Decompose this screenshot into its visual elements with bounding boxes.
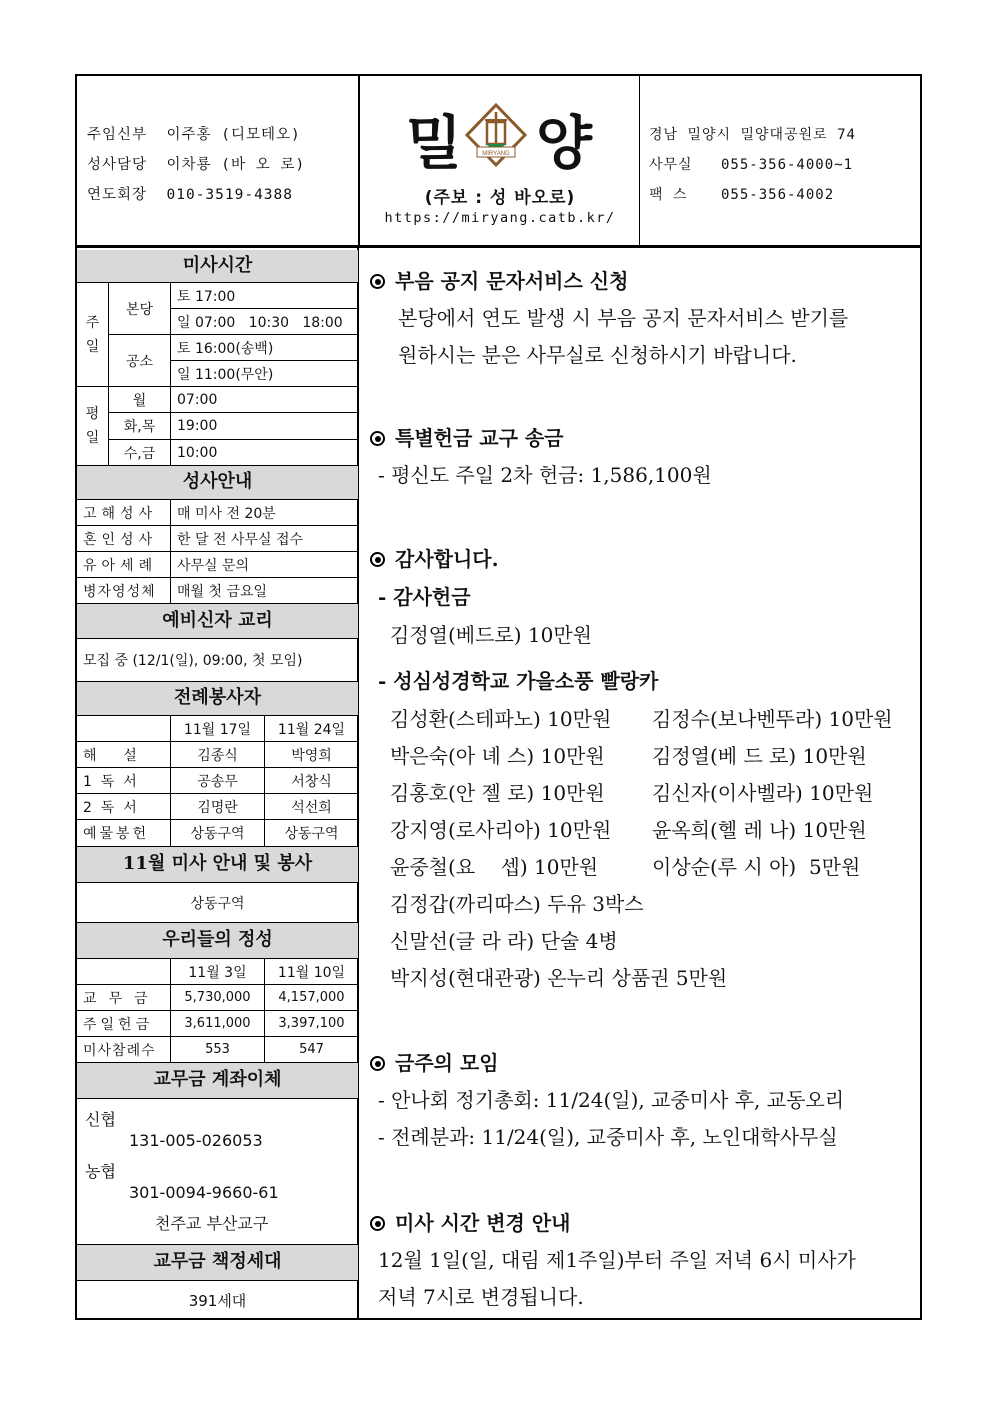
sacrament-value: 사무실 문의 [171, 552, 358, 578]
title-char: 양 [536, 109, 593, 177]
donor-line: 김성환(스테파노) 10만원 [390, 707, 612, 731]
notice-subheading: - 성심성경학교 가을소풍 빨랑카 [378, 669, 659, 693]
bullet-icon [370, 552, 385, 567]
donor-line: 김정열(베 드 로) 10만원 [652, 744, 867, 768]
november-info: 상동구역 [77, 883, 358, 923]
server-name: 김종식 [171, 742, 265, 768]
masthead [360, 76, 640, 247]
sacrament-label: 병자영성체 [77, 578, 171, 604]
offering-amount: 5,730,000 [171, 985, 265, 1011]
donor-line: 신말선(글 라 라) 단술 4병 [390, 929, 618, 953]
header-contact [649, 120, 856, 210]
blank-cell [77, 716, 171, 742]
section-title: 교무금 책정세대 [77, 1245, 358, 1281]
notice-text: 12월 1일(일, 대림 제1주일)부터 주일 저녁 6시 미사가 [378, 1248, 856, 1272]
server-name: 상동구역 [265, 820, 358, 847]
server-name: 서창식 [265, 768, 358, 794]
mass-time: 일 11:00(무안) [171, 361, 358, 387]
donor-line: 김신자(이사벨라) 10만원 [652, 781, 874, 805]
notice-text: - 안나회 정기총회: 11/24(일), 교중미사 후, 교동오리 [378, 1088, 845, 1112]
section-title: 교무금 계좌이체 [77, 1063, 358, 1099]
donor-line: 박지성(현대관광) 온누리 상품권 5만원 [390, 966, 728, 990]
title-char: 밀 [406, 109, 463, 177]
notice-text: 김정열(베드로) 10만원 [390, 623, 592, 647]
bank-name: 신협 [85, 1110, 116, 1129]
sacrament-value: 매월 첫 금요일 [171, 578, 358, 604]
account-box [77, 1099, 358, 1245]
notice-text: - 전례분과: 11/24(일), 교중미사 후, 노인대학사무실 [378, 1125, 838, 1149]
server-name: 김명란 [171, 794, 265, 820]
offering-amount: 3,397,100 [265, 1011, 358, 1037]
blank-cell [77, 959, 171, 985]
header-row: 주임신부 이주홍 (디모테오) [87, 127, 301, 143]
header-row: 성사담당 이차룡 (바 오 로) [87, 157, 306, 173]
weekday-time: 10:00 [171, 440, 358, 466]
donor-line: 김정수(보나벤뚜라) 10만원 [652, 707, 893, 731]
date-header: 11월 24일 [265, 716, 358, 742]
parish-url[interactable]: https://miryang.catb.kr/ [384, 210, 616, 226]
server-name: 상동구역 [171, 820, 265, 847]
notice-heading: 감사합니다. [370, 543, 499, 572]
sacrament-value: 매 미사 전 20분 [171, 500, 358, 526]
date-header: 11월 17일 [171, 716, 265, 742]
server-name: 공송무 [171, 768, 265, 794]
masthead-title [360, 96, 640, 177]
notice-heading: 부음 공지 문자서비스 신청 [370, 265, 628, 294]
donor-line: 윤옥희(헬 레 나) 10만원 [652, 818, 867, 842]
mass-time: 토 16:00(송백) [171, 335, 358, 361]
section-title: 미사시간 [77, 250, 358, 283]
sacrament-label: 유아세례 [77, 552, 171, 578]
sunday-label: 주일 [77, 283, 109, 387]
offering-label: 교무금 [77, 985, 171, 1011]
offering-label: 주일헌금 [77, 1011, 171, 1037]
mass-time: 토 17:00 [171, 283, 358, 309]
section-title: 전례봉사자 [77, 682, 358, 716]
catechumen-info: 모집 중 (12/1(일), 09:00, 첫 모임) [77, 639, 358, 682]
role-label: 2 독 서 [77, 794, 171, 820]
header-row: 사무실 055-356-4000~1 [649, 157, 854, 173]
sacrament-label: 혼인성사 [77, 526, 171, 552]
offering-amount: 4,157,000 [265, 985, 358, 1011]
weekday-day: 수,금 [109, 440, 171, 466]
header-staff [87, 120, 305, 210]
section-title: 예비신자 교리 [77, 604, 358, 639]
notice-text: 저녁 7시로 변경됩니다. [378, 1285, 584, 1309]
notice-heading: 금주의 모임 [370, 1047, 499, 1076]
bullet-icon [370, 1056, 385, 1071]
bank-name: 농협 [85, 1162, 116, 1181]
chapel-label: 공소 [109, 335, 171, 387]
notice-text: - 평신도 주일 2차 헌금: 1,586,100원 [378, 463, 712, 487]
date-header: 11월 3일 [171, 959, 265, 985]
account-holder: 천주교 부산교구 [155, 1214, 269, 1233]
sacrament-value: 한 달 전 사무실 접수 [171, 526, 358, 552]
account-number: 301-0094-9660-61 [129, 1183, 279, 1202]
weekday-time: 19:00 [171, 413, 358, 440]
weekday-label: 평일 [77, 387, 109, 466]
weekday-time: 07:00 [171, 387, 358, 413]
header-row: 연도회장 010-3519-4388 [87, 187, 293, 203]
bulletin-frame [75, 74, 922, 1320]
server-name: 석선희 [265, 794, 358, 820]
main-church-label: 본당 [109, 283, 171, 335]
donor-line: 김홍호(안 젤 로) 10만원 [390, 781, 605, 805]
svg-text:MIRYANG: MIRYANG [482, 151, 510, 157]
sacrament-label: 고해성사 [77, 500, 171, 526]
role-label: 1 독 서 [77, 768, 171, 794]
weekday-day: 월 [109, 387, 171, 413]
households-count: 391세대 [188, 1291, 247, 1310]
donor-line: 김정갑(까리따스) 두유 3박스 [390, 892, 644, 916]
notice-text: 본당에서 연도 발생 시 부음 공지 문자서비스 받기를 [398, 306, 849, 330]
offering-amount: 3,611,000 [171, 1011, 265, 1037]
section-title: 성사안내 [77, 466, 358, 500]
account-number: 131-005-026053 [129, 1131, 263, 1150]
date-header: 11월 10일 [265, 959, 358, 985]
header-row: 경남 밀양시 밀양대공원로 74 [649, 127, 856, 143]
role-label: 예물봉헌 [77, 820, 171, 847]
section-title: 11월 미사 안내 및 봉사 [77, 847, 358, 883]
donor-line: 이상순(루 시 아) 5만원 [652, 855, 861, 879]
bulletin-subtitle: (주보 : 성 바오로) [424, 188, 576, 208]
donor-line: 강지영(로사리아) 10만원 [390, 818, 612, 842]
header-row: 팩 스 055-356-4002 [649, 187, 835, 203]
role-label: 해 설 [77, 742, 171, 768]
bullet-icon [370, 1216, 385, 1231]
notice-heading: 특별헌금 교구 송금 [370, 422, 564, 451]
donor-line: 윤중철(요 셉) 10만원 [390, 855, 599, 879]
server-name: 박영희 [265, 742, 358, 768]
offering-amount: 547 [265, 1037, 358, 1063]
mass-time: 일 07:00 10:30 18:00 [171, 309, 358, 335]
offering-label: 미사참례수 [77, 1037, 171, 1063]
offering-amount: 553 [171, 1037, 265, 1063]
bullet-icon [370, 431, 385, 446]
weekday-day: 화,목 [109, 413, 171, 440]
bullet-icon [370, 274, 385, 289]
notice-text: 원하시는 분은 사무실로 신청하시기 바랍니다. [398, 343, 797, 367]
section-title: 우리들의 정성 [77, 923, 358, 959]
notice-heading: 미사 시간 변경 안내 [370, 1207, 570, 1236]
donor-line: 박은숙(아 녜 스) 10만원 [390, 744, 605, 768]
notice-subheading: - 감사헌금 [378, 585, 471, 609]
church-logo-icon [463, 102, 529, 168]
